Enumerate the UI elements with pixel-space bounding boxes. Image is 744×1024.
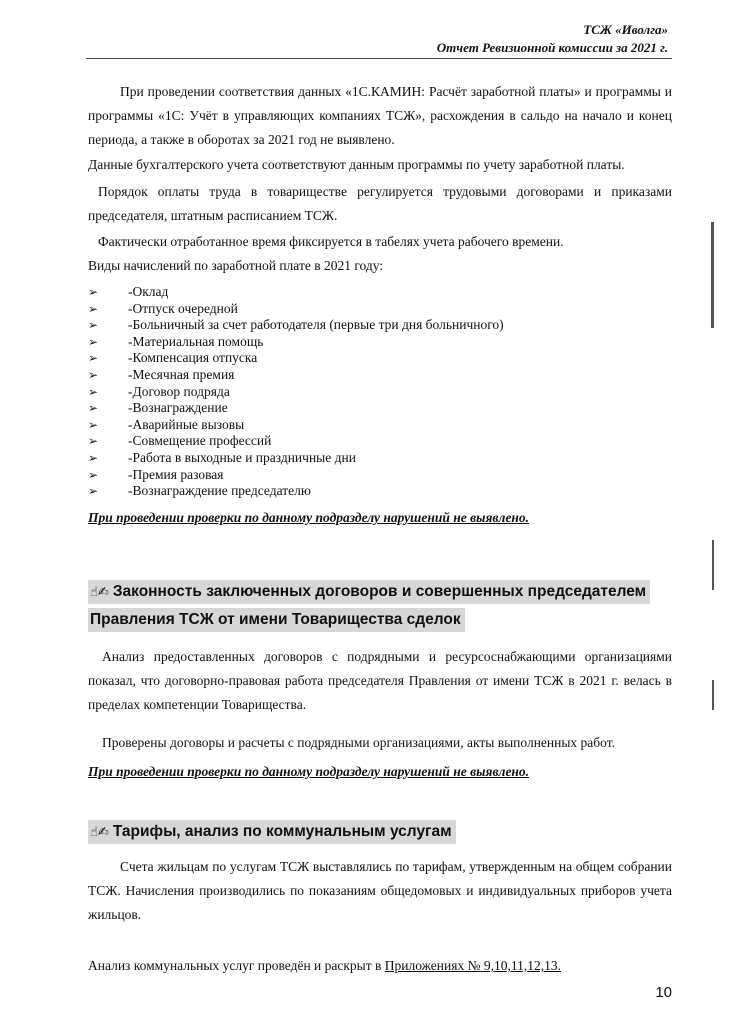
accrual-list-item — [88, 350, 648, 367]
section-title: Тарифы, анализ по коммунальным услугам — [112, 823, 452, 840]
arrow-bullet-icon: ➢ — [88, 401, 99, 416]
accrual-label: -Компенсация отпуска — [128, 350, 258, 366]
accrual-label: -Аварийные вызовы — [128, 416, 245, 432]
paragraph-1c-reconciliation: При проведении соответствия данных «1С.КАМИН: Расчёт заработной платы» и программы и программы «1С: Учёт в управляющих компаниях ТСЖ», расхождения в сальдо на начало и конец периода, а также в оборотах за 2021 год не выявлено. — [88, 84, 672, 147]
scan-artifact — [712, 540, 714, 590]
arrow-bullet-icon: ➢ — [88, 467, 99, 482]
note-no-violations-1: При проведении проверки по данному подразделу нарушений не выявлено. — [88, 510, 530, 525]
arrow-bullet-icon: ➢ — [88, 434, 99, 449]
arrow-bullet-icon: ➢ — [88, 301, 99, 316]
accruals-list — [88, 284, 648, 500]
scan-artifact — [712, 680, 714, 710]
header-org: ТСЖ «Иволга» — [583, 22, 668, 37]
accrual-list-item — [88, 483, 648, 500]
header-report-title: Отчет Ревизионной комиссии за 2021 г. — [436, 40, 668, 55]
scan-artifact — [711, 222, 714, 328]
accrual-list-item — [88, 284, 648, 301]
accrual-list-item — [88, 450, 648, 467]
accrual-label: -Больничный за счет работодателя (первые три дня больничного) — [128, 317, 504, 333]
paragraph-appendix-reference — [88, 954, 672, 978]
paragraph-accruals-intro: Виды начислений по заработной плате в 2021 году: — [88, 258, 384, 273]
arrow-bullet-icon: ➢ — [88, 484, 99, 499]
section-title: Правления ТСЖ от имени Товарищества сделок — [90, 611, 461, 628]
arrow-bullet-icon: ➢ — [88, 318, 99, 333]
arrow-bullet-icon: ➢ — [88, 417, 99, 432]
accrual-list-item — [88, 400, 648, 417]
accrual-list-item — [88, 367, 648, 384]
arrow-bullet-icon: ➢ — [88, 285, 99, 299]
arrow-bullet-icon: ➢ — [88, 351, 99, 366]
accrual-label: -Договор подряда — [128, 383, 230, 399]
paragraph-timesheets: Фактически отработанное время фиксируется в табелях учета рабочего времени. — [98, 234, 564, 249]
paragraph-accounting-match: Данные бухгалтерского учета соответствуют данным программы по учету заработной платы. — [88, 157, 625, 172]
paragraph-tariffs: Счета жильцам по услугам ТСЖ выставлялись по тарифам, утвержденным на общем собрании ТСЖ. Начисления производились по показаниям общедомовых и индивидуальных приборов учета жильцов. — [88, 859, 672, 922]
accrual-list-item — [88, 301, 648, 318]
accrual-label: -Отпуск очередной — [128, 300, 238, 316]
accrual-list-item — [88, 317, 648, 334]
accrual-label: -Оклад — [128, 284, 169, 299]
paragraph-contracts-analysis: Анализ предоставленных договоров с подрядными и ресурсоснабжающими организациями показал, что договорно-правовая работа председателя Правления от имени ТСЖ в 2021 г. велась в пределах компетенции Товарищества. — [88, 649, 672, 712]
accrual-list-item — [88, 433, 648, 450]
accrual-label: -Вознаграждение — [128, 400, 228, 416]
page-number: 10 — [655, 984, 672, 1001]
note-no-violations-2: При проведении проверки по данному подразделу нарушений не выявлено. — [88, 764, 530, 779]
section-title: Законность заключенных договоров и совершенных председателем — [112, 583, 647, 600]
hand-pen-icon: ☝✍ — [90, 584, 109, 599]
paragraph-payment-order: Порядок оплаты труда в товариществе регулируется трудовыми договорами и приказами председателя, штатным расписанием ТСЖ. — [88, 184, 672, 223]
arrow-bullet-icon: ➢ — [88, 367, 99, 382]
accrual-list-item — [88, 417, 648, 434]
arrow-bullet-icon: ➢ — [88, 384, 99, 399]
accrual-label: -Совмещение профессий — [128, 433, 272, 449]
accrual-list-item — [88, 384, 648, 401]
accrual-label: -Материальная помощь — [128, 333, 264, 349]
arrow-bullet-icon: ➢ — [88, 334, 99, 349]
accrual-list-item — [88, 334, 648, 351]
arrow-bullet-icon: ➢ — [88, 450, 99, 465]
section-heading-contracts-line2 — [88, 608, 465, 632]
accrual-label: -Премия разовая — [128, 466, 224, 482]
paragraph-contracts-checked: Проверены договоры и расчеты с подрядными организациями, акты выполненных работ. — [102, 735, 615, 750]
accrual-list-item — [88, 467, 648, 484]
accrual-label: -Вознаграждение председателю — [128, 483, 311, 499]
header-divider — [86, 58, 672, 59]
accrual-label: -Работа в выходные и праздничные дни — [128, 449, 356, 465]
section-heading-contracts-line1 — [88, 580, 650, 604]
accrual-label: -Месячная премия — [128, 366, 235, 382]
appendix-prefix: Анализ коммунальных услуг проведён и раскрыт в — [88, 958, 385, 973]
appendix-link[interactable]: Приложениях № 9,10,11,12,13. — [384, 958, 561, 973]
section-heading-tariffs — [88, 820, 456, 844]
hand-pen-icon: ☝✍ — [90, 824, 109, 839]
